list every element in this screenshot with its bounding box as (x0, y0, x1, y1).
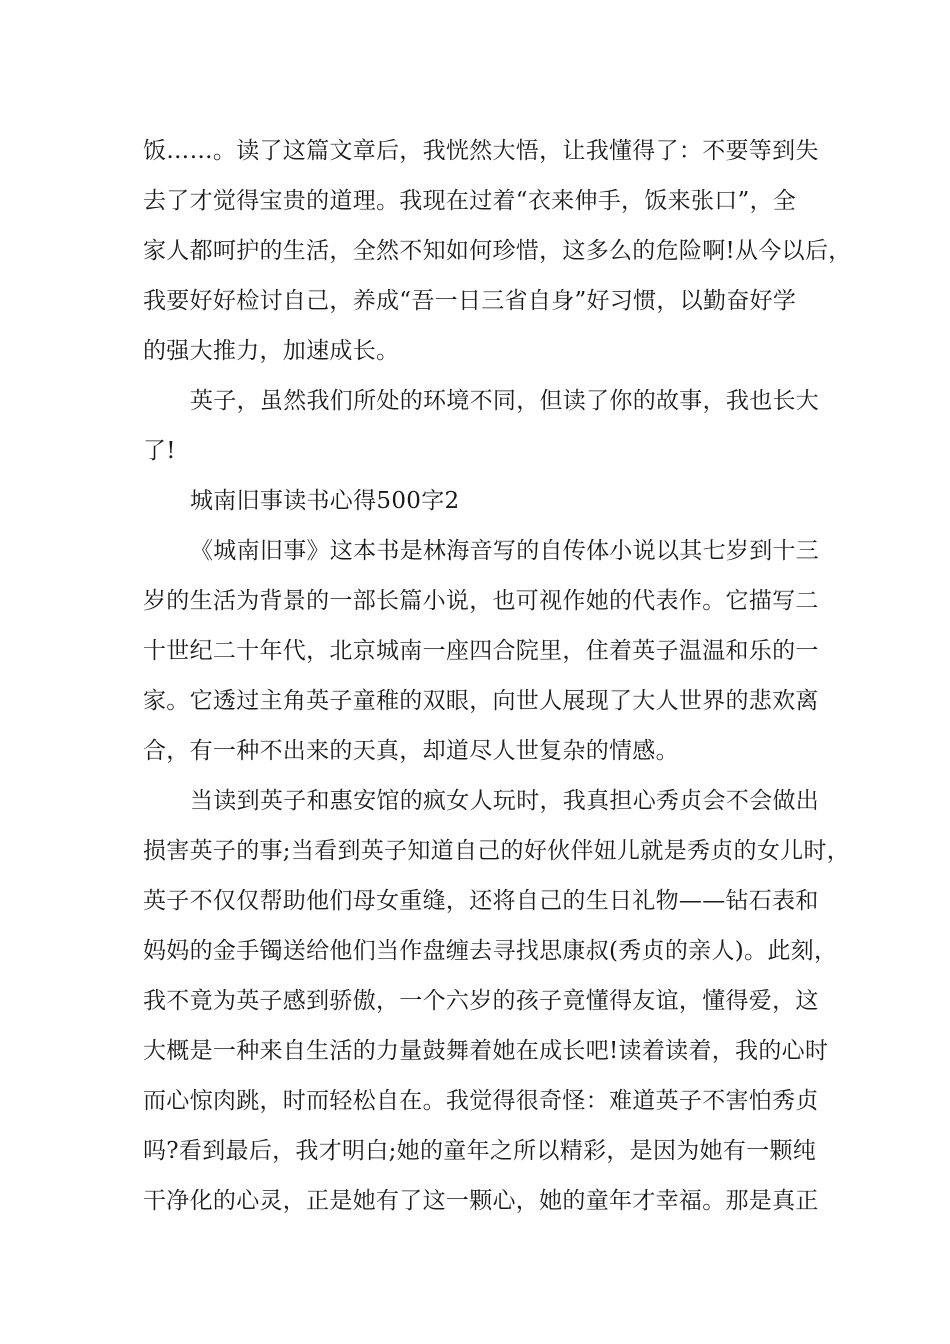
text-line: 而心惊肉跳，时而轻松自在。我觉得很奇怪：难道英子不害怕秀贞 (143, 1088, 819, 1114)
text-line: 岁的生活为背景的一部长篇小说，也可视作她的代表作。它描写二 (143, 588, 819, 614)
text-line: 的强大推力，加速成长。 (143, 338, 400, 364)
text-line: 妈妈的金手镯送给他们当作盘缠去寻找思康叔(秀贞的亲人)。此刻， (143, 938, 838, 964)
text-line: 吗?看到最后，我才明白;她的童年之所以精彩，是因为她有一颗纯 (143, 1138, 817, 1164)
text-line: 大概是一种来自生活的力量鼓舞着她在成长吧!读着读着，我的心时 (143, 1038, 829, 1064)
text-line: 家人都呵护的生活，全然不知如何珍惜，这多么的危险啊!从今以后， (143, 238, 852, 264)
text-line: 合，有一种不出来的天真，却道尽人世复杂的情感。 (143, 738, 679, 764)
text-line: 十世纪二十年代，北京城南一座四合院里，住着英子温温和乐的一 (143, 638, 819, 664)
text-line: 英子，虽然我们所处的环境不同，但读了你的故事，我也长大 (190, 388, 820, 414)
text-line: 损害英子的事;当看到英子知道自己的好伙伴妞儿就是秀贞的女儿时， (143, 838, 851, 864)
heading-text: 城南旧事读书心得500字2 (190, 488, 460, 514)
text-line: 《城南旧事》这本书是林海音写的自传体小说以其七岁到十三 (190, 538, 820, 564)
text-line: 干净化的心灵，正是她有了这一颗心，她的童年才幸福。那是真正 (143, 1188, 819, 1214)
text-line: 英子不仅仅帮助他们母女重缝，还将自己的生日礼物——钻石表和 (143, 888, 819, 914)
text-line: 去了才觉得宝贵的道理。我现在过着“衣来伸手，饭来张口”，全 (143, 188, 797, 214)
text-line: 我要好好检讨自己，养成“吾一日三省自身”好习惯，以勤奋好学 (143, 288, 797, 314)
text-line: 了! (143, 438, 176, 464)
text-line: 当读到英子和惠安馆的疯女人玩时，我真担心秀贞会不会做出 (190, 788, 820, 814)
text-line: 我不竟为英子感到骄傲，一个六岁的孩子竟懂得友谊，懂得爱，这 (143, 988, 819, 1014)
text-line: 饭……。读了这篇文章后，我恍然大悟，让我懂得了：不要等到失 (143, 138, 819, 164)
text-line: 家。它透过主角英子童稚的双眼，向世人展现了大人世界的悲欢离 (143, 688, 819, 714)
